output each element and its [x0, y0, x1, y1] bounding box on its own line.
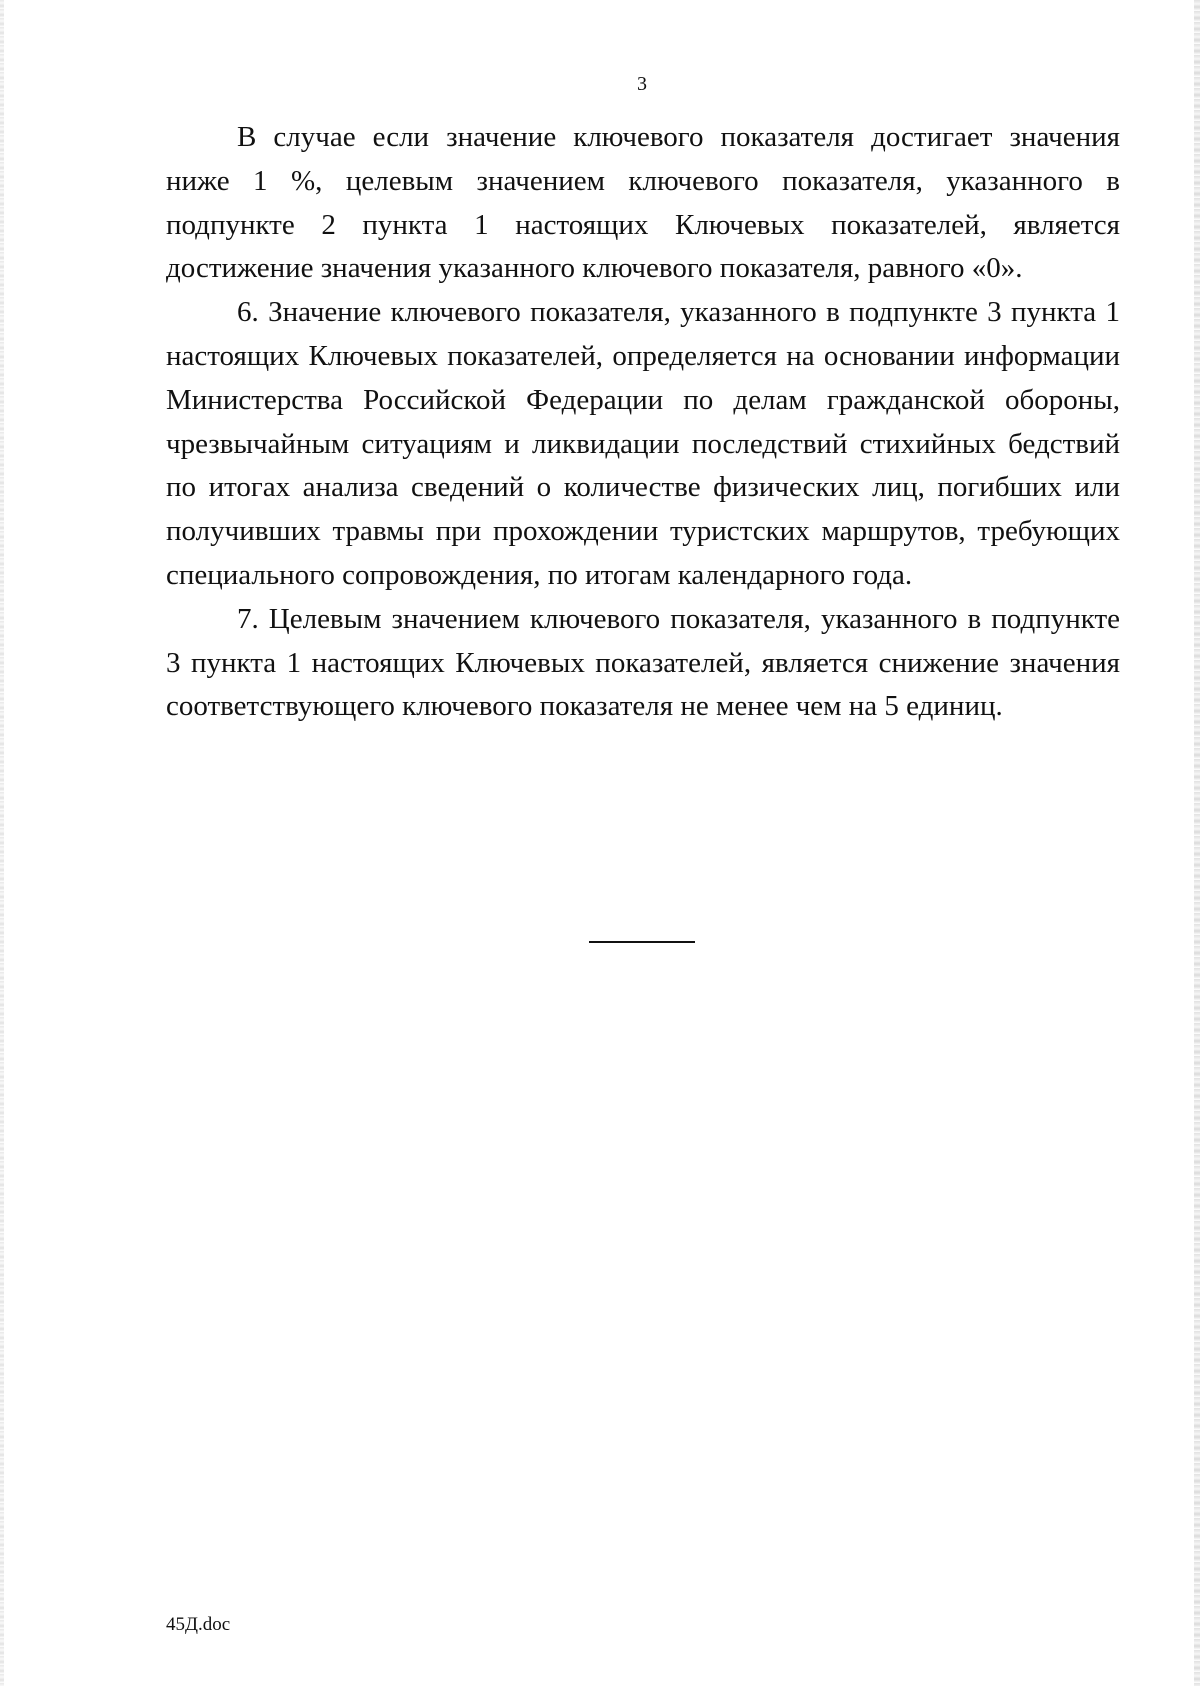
- scan-edge-right: [1194, 0, 1200, 1686]
- footer-filename: 45Д.doc: [166, 1614, 231, 1635]
- document-body: [166, 116, 1120, 729]
- paragraph-target-value-below-1-percent: В случае если значение ключевого показателя достигает значения ниже 1 %, целевым значением ключевого показателя, указанного в подпункте 2 пункта 1 настоящих Ключевых показателей, является достижение значения указанного ключевого показателя, равного «0».: [166, 121, 1120, 285]
- end-separator-line: [589, 941, 695, 943]
- paragraph-6: 6. Значение ключевого показателя, указанного в подпункте 3 пункта 1 настоящих Ключевых показателей, определяется на основании информации Министерства Российской Федерации по делам гражданской обороны, чрезвычайным ситуациям и ликвидации последствий стихийных бедствий по итогах анализа сведений о количестве физических лиц, погибших или получивших травмы при прохождении туристских маршрутов, требующих специального сопровождения, по итогам календарного года.: [166, 296, 1120, 591]
- page-number: 3: [637, 73, 647, 95]
- scan-edge-left: [0, 0, 4, 1686]
- paragraph-7: 7. Целевым значением ключевого показателя, указанного в подпункте 3 пункта 1 настоящих Ключевых показателей, является снижение значения соответствующего ключевого показателя не менее чем на 5 единиц.: [166, 602, 1120, 723]
